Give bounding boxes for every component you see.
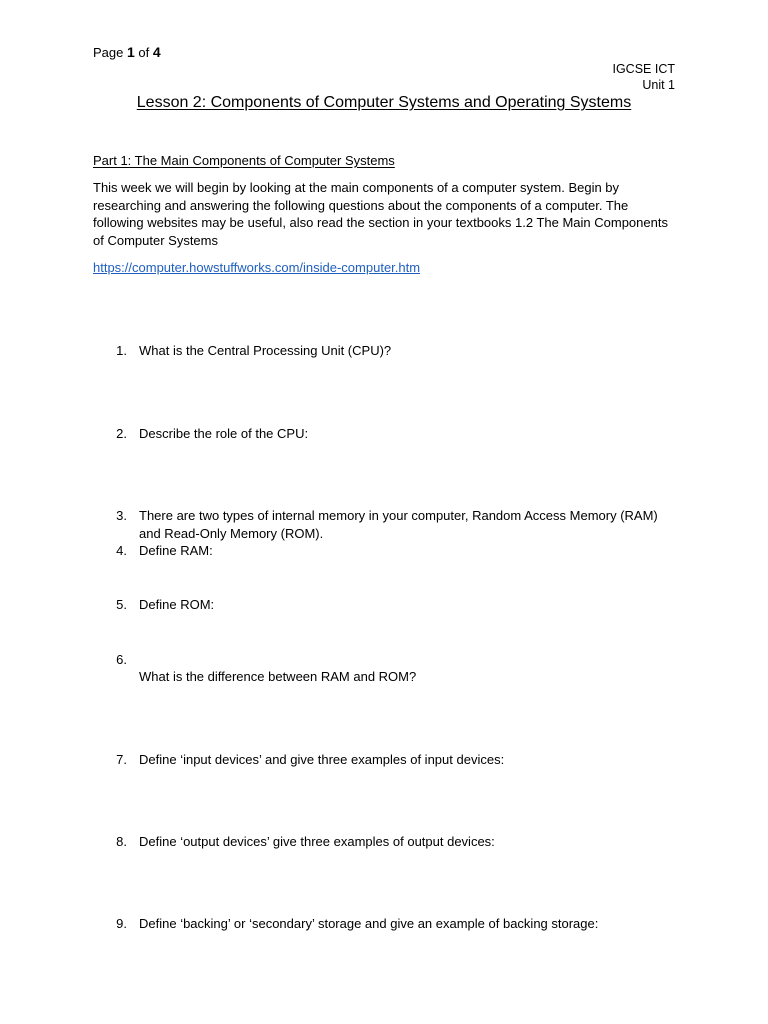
header-course: IGCSE ICT — [612, 62, 675, 76]
lesson-title: Lesson 2: Components of Computer Systems and Operating Systems — [136, 94, 632, 111]
document-header — [612, 61, 675, 93]
question-number: 1. — [116, 343, 127, 358]
question-text: What is the Central Processing Unit (CPU)? — [139, 343, 392, 358]
question-text: Define ‘input devices’ and give three examples of input devices: — [139, 752, 505, 767]
question-text: Describe the role of the CPU: — [139, 426, 309, 441]
question-number: 6. — [116, 652, 127, 667]
question-number: 8. — [116, 834, 127, 849]
section-heading: Part 1: The Main Components of Computer Systems — [93, 153, 395, 168]
question-number: 5. — [116, 597, 127, 612]
question-number: 9. — [116, 916, 127, 931]
intro-paragraph: This week we will begin by looking at the main components of a computer system. Begin by researching and answering the following questions about the components of a computer. The following websites may be useful, also read the section in your textbooks 1.2 The Main Components of Computer Systems — [93, 180, 668, 248]
page-number-prefix: Page — [93, 45, 124, 60]
page-number-of: of — [138, 45, 150, 60]
question-text: Define RAM: — [139, 543, 213, 558]
page-number — [93, 44, 161, 61]
question-number: 4. — [116, 543, 127, 558]
reference-link[interactable]: https://computer.howstuffworks.com/inside-computer.htm — [93, 260, 421, 275]
question-text: There are two types of internal memory in your computer, Random Access Memory (RAM) and Read-Only Memory (ROM). — [139, 508, 658, 541]
question-number: 7. — [116, 752, 127, 767]
question-text: What is the difference between RAM and ROM? — [139, 669, 417, 684]
header-unit: Unit 1 — [642, 78, 675, 92]
question-text: Define ‘backing’ or ‘secondary’ storage and give an example of backing storage: — [139, 916, 599, 931]
page-number-total: 4 — [152, 44, 161, 60]
question-number: 2. — [116, 426, 127, 441]
question-text: Define ‘output devices’ give three examples of output devices: — [139, 834, 495, 849]
question-number: 3. — [116, 508, 127, 523]
question-text: Define ROM: — [139, 597, 215, 612]
page-number-current: 1 — [127, 44, 135, 60]
